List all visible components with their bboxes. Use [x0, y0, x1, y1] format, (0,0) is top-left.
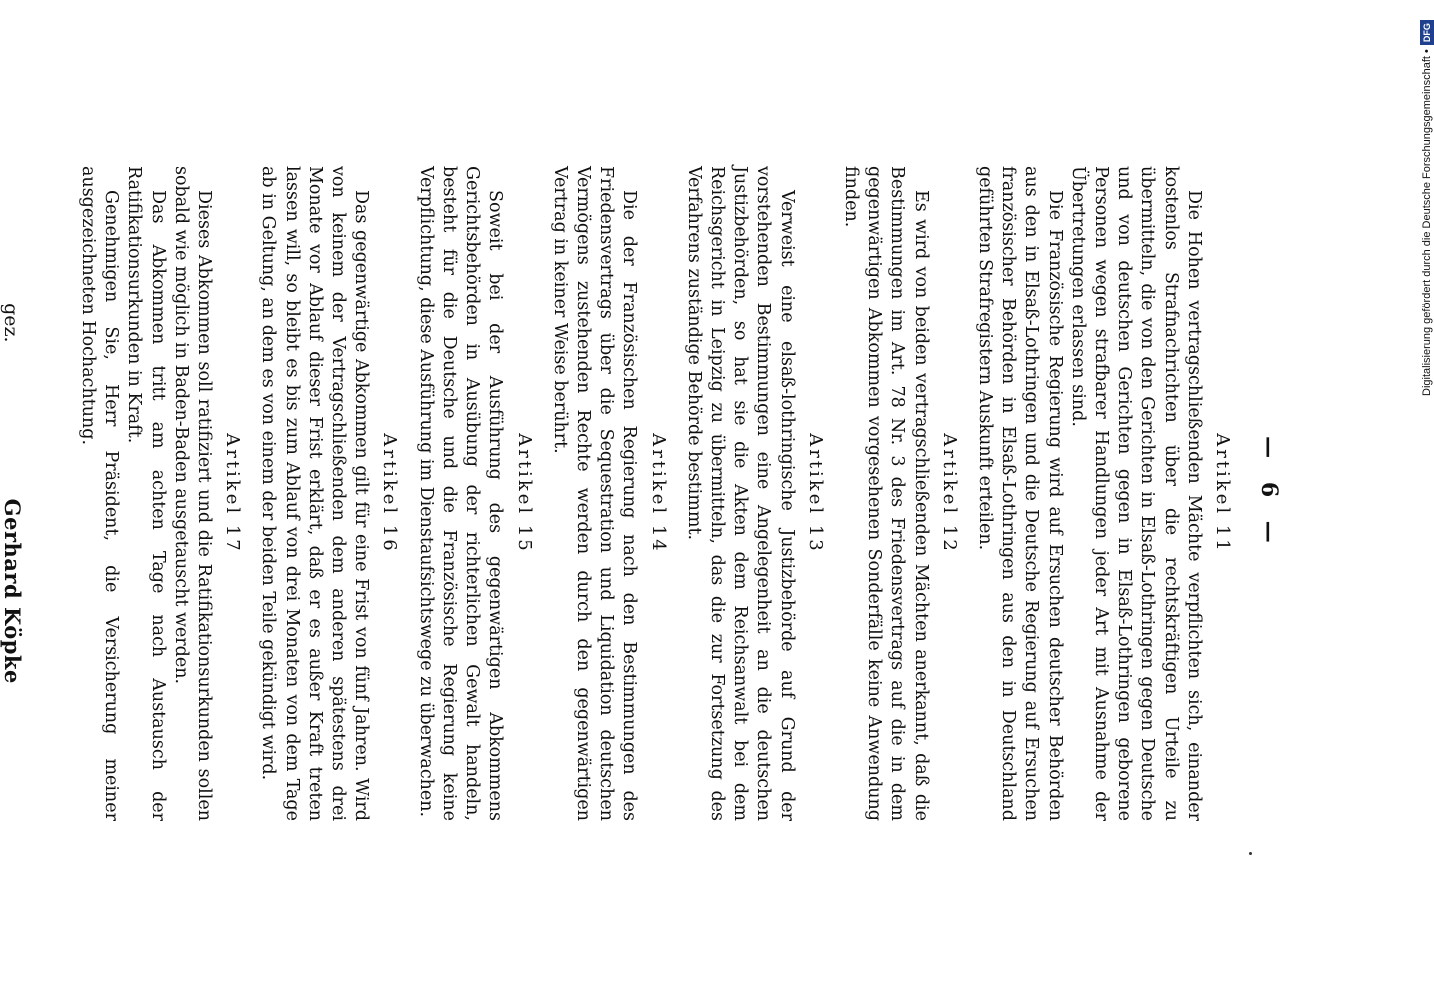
scan-speck: [1249, 852, 1252, 855]
page-number: — 6 —: [1256, 436, 1282, 551]
document-body: [0, 166, 1284, 821]
article-15: [414, 166, 536, 821]
article-paragraph: Verweist eine elsaß-lothringische Justizbehörde auf Grund der vorstehenden Bestimmungen eine Angelegenheit an die deutschen Justizbehörden, so hat sie die Akten dem Reichsanwalt bei dem Reichsgericht in Leipzig zu übermitteln, das die zur Fortsetzung des Verfahrens zuständige Behörde bestimmt.: [683, 166, 797, 821]
article-11: [973, 166, 1234, 821]
article-paragraph: Dieses Abkommen soll ratifiziert und die Ratifikationsurkunden sollen sobald wie möglich in Baden-Baden ausgetauscht werden.: [170, 166, 215, 821]
article-17: [76, 166, 244, 821]
article-heading: Artikel 12: [938, 433, 960, 554]
article-13: [682, 166, 827, 821]
article-14: [548, 166, 670, 821]
article-heading: Artikel 11: [1212, 433, 1233, 554]
signature-prefix: gez.: [0, 303, 22, 343]
article-16: [256, 166, 401, 821]
article-heading: Artikel 15: [513, 433, 535, 554]
article-heading: Artikel 13: [804, 433, 826, 554]
article-heading: Artikel 17: [222, 433, 244, 554]
article-paragraph: Es wird von beiden vertragschließenden Mächten anerkannt, daß die Bestimmungen im Art. 78 Nr. 3 des Friedensvertrags auf die in dem gegenwärtigen Abkommen vorgesehenen Sonderfälle keine Anwendung finden.: [840, 166, 931, 821]
closing-paragraph: Genehmigen Sie, Herr Präsident, die Versicherung meiner ausgezeichneten Hochachtung.: [78, 166, 122, 821]
article-paragraph: Das gegenwärtige Abkommen gilt für eine Frist von fünf Jahren. Wird von keinem der Vertragschließenden dem anderen spätestens drei Monate vor Ablauf dieser Frist erklärt, daß er es außer Kraft treten lassen will, so bleibt es bis zum Ablauf von drei Monaten von dem Tage ab in Geltung, an dem es von einem der beiden Teile gekündigt wird.: [258, 166, 372, 821]
article-paragraph: Die der Französischen Regierung nach den Bestimmungen des Friedensvertrags über die Sequestration und Liquidation deutschen Vermögens zustehenden Rechte werden durch den gegenwärtigen Vertrag in keiner Weise berührt.: [549, 166, 640, 821]
signature: [0, 166, 24, 821]
digitization-credit: [1418, 6, 1434, 396]
article-heading: Artikel 14: [647, 433, 669, 554]
signature-name: Gerhard Köpke: [0, 498, 25, 684]
credit-text: Digitalisierung gefördert durch die Deutsche Forschungsgemeinschaft •: [1421, 49, 1433, 396]
article-paragraph: Die Hohen vertragschließenden Mächte verpflichten sich, einander kostenlos Strafnachrichten über die rechtskräftigen Urteile zu übermitteln, die von den Gerichten in Elsaß-Lothringen gegen Deutsche und von deutschen Gerichten gegen in Elsaß-Lothringen geborene Personen wegen strafbarer Handlungen jeder Art mit Ausnahme der Übertretungen erlassen sind.: [1067, 166, 1204, 821]
dfg-logo: DFG: [1420, 20, 1434, 45]
article-paragraph: Die Französische Regierung wird auf Ersuchen deutscher Behörden aus den in Elsaß-Lothringen und die Deutsche Regierung auf Ersuchen französischer Behörden in Elsaß-Lothringen aus den in Deutschland geführten Strafregistern Auskunft erteilen.: [974, 166, 1065, 821]
article-heading: Artikel 16: [379, 433, 401, 554]
article-paragraph: Das Abkommen tritt am achten Tage nach Austausch der Ratifikationsurkunden in Kraft.: [124, 166, 168, 821]
article-12: [839, 166, 961, 821]
article-paragraph: Soweit bei der Ausführung des gegenwärtigen Abkommens Gerichtsbehörden in Ausübung der richterlichen Gewalt handeln, besteht für die Deutsche und die Französische Regierung keine Verpflichtung, diese Ausführung im Dienstaufsichtswege zu überwachen.: [415, 166, 506, 821]
